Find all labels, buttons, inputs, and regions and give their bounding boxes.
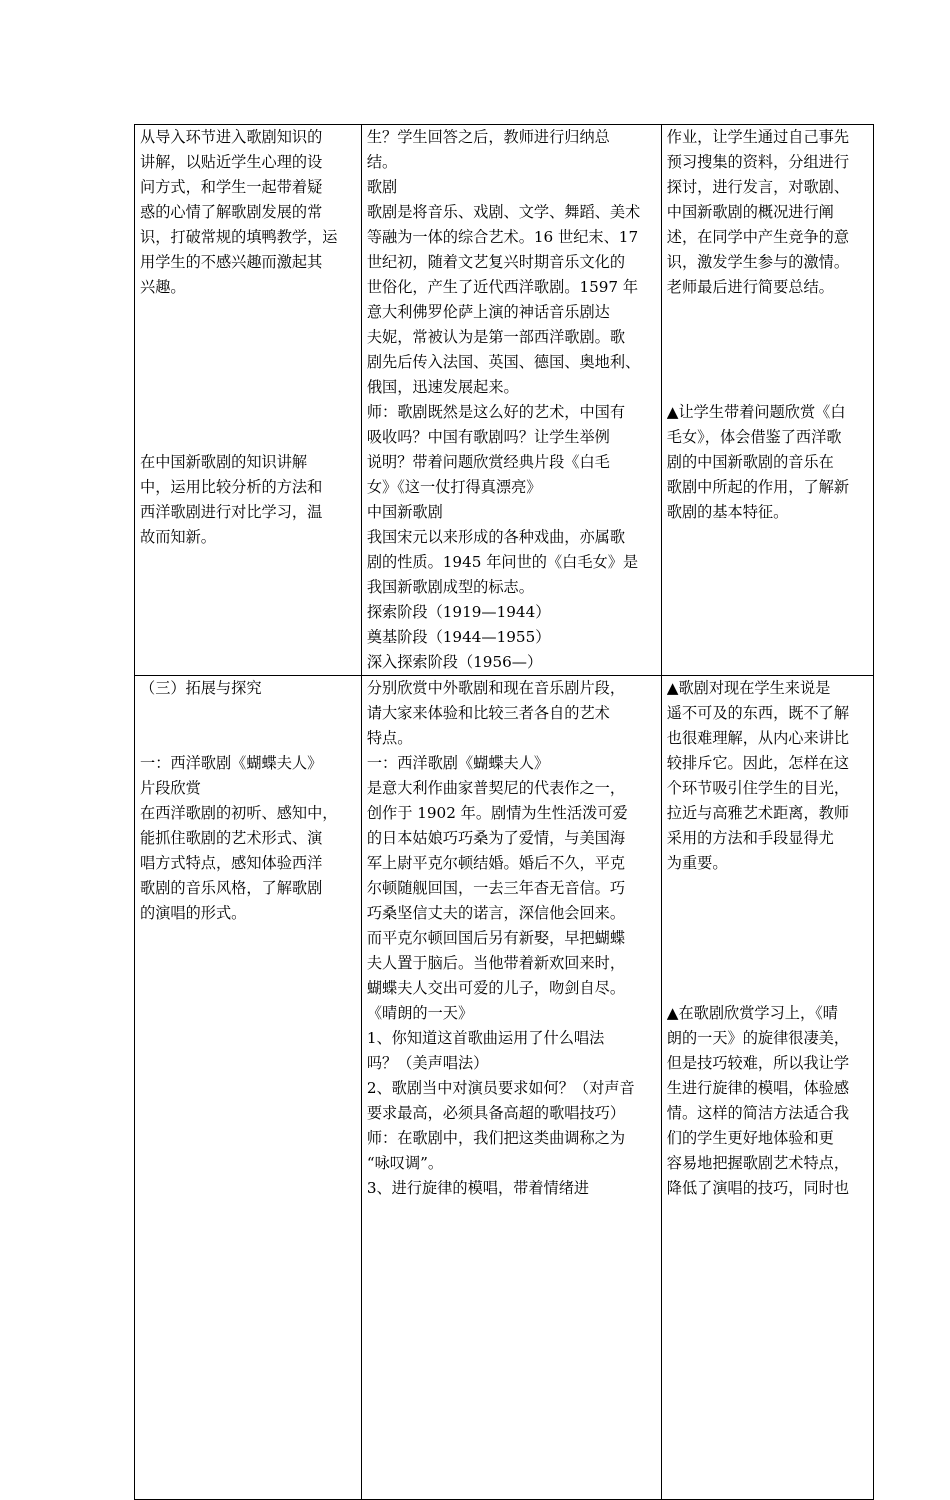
text-line: 个环节吸引住学生的目光， xyxy=(666,779,850,797)
text-line: 探索阶段（1919—1944） xyxy=(366,603,551,621)
text-line: 歌剧的音乐风格，了解歌剧 xyxy=(140,879,323,897)
text-line: 女》《这一仗打得真漂亮》 xyxy=(366,478,542,496)
text-line: 也很难理解，从内心来讲比 xyxy=(666,729,850,747)
text-line: 情。这样的简洁方法适合我 xyxy=(666,1104,850,1122)
teaching-process-cell xyxy=(361,676,661,1500)
text-line: 的演唱的形式。 xyxy=(140,904,247,922)
text-line: 巧桑坚信丈夫的诺言，深信他会回来。 xyxy=(366,904,625,922)
text-line: 要求最高，必须具备高超的歌唱技巧） xyxy=(366,1104,625,1122)
remark-block xyxy=(667,400,868,525)
text-line: ▲在歌剧欣赏学习上，《晴 xyxy=(666,1004,838,1022)
text-line: 故而知新。 xyxy=(140,528,216,546)
text-line: 但是技巧较难，所以我让学 xyxy=(666,1054,850,1072)
text-line: 西洋歌剧进行对比学习，温 xyxy=(140,503,323,521)
teaching-process-block xyxy=(367,125,656,675)
design-intent-cell xyxy=(135,125,362,676)
text-line: 歌剧是将音乐、戏剧、文学、舞蹈、美术 xyxy=(366,203,641,221)
text-line: 世纪初，随着文艺复兴时期音乐文化的 xyxy=(366,253,625,271)
remark-cell xyxy=(661,676,873,1500)
text-line: 容易地把握歌剧艺术特点， xyxy=(666,1154,850,1172)
text-line: 说明？带着问题欣赏经典片段《白毛 xyxy=(366,453,610,471)
text-line: 识，打破常规的填鸭教学，运 xyxy=(140,228,338,246)
text-line: 降低了演唱的技巧，同时也 xyxy=(666,1179,850,1197)
remark-block xyxy=(667,125,868,300)
text-line: 中国新歌剧的概况进行阐 xyxy=(666,203,834,221)
teaching-process-cell xyxy=(361,125,661,676)
section-heading xyxy=(140,676,356,701)
remark-cell xyxy=(661,125,873,676)
text-line: 分别欣赏中外歌剧和现在音乐剧片段， xyxy=(366,679,625,697)
text-line: 为重要。 xyxy=(666,854,728,872)
text-line: 师：在歌剧中，我们把这类曲调称之为 xyxy=(366,1129,625,1147)
text-line: 生？学生回答之后，教师进行归纳总 xyxy=(366,128,610,146)
text-line: 探讨，进行发言，对歌剧、 xyxy=(666,178,850,196)
text-line: 识，激发学生参与的激情。 xyxy=(666,253,850,271)
text-line: 用学生的不感兴趣而激起其 xyxy=(140,253,323,271)
text-line: 老师最后进行简要总结。 xyxy=(666,278,834,296)
text-line: 尔顿随舰回国，一去三年杳无音信。巧 xyxy=(366,879,625,897)
text-line: 作业，让学生通过自己事先 xyxy=(666,128,850,146)
text-line: 采用的方法和手段显得尤 xyxy=(666,829,834,847)
lesson-plan-table xyxy=(134,124,874,1500)
text-line: 3、进行旋律的模唱，带着情绪进 xyxy=(366,1179,590,1197)
text-line: 预习搜集的资料，分组进行 xyxy=(666,153,850,171)
text-line: 请大家来体验和比较三者各自的艺术 xyxy=(366,704,610,722)
text-line: 世俗化，产生了近代西洋歌剧。1597 年 xyxy=(366,278,639,296)
text-line: 剧的性质。1945 年问世的《白毛女》是 xyxy=(366,553,639,571)
text-line: 蝴蝶夫人交出可爱的儿子，吻剑自尽。 xyxy=(366,979,625,997)
text-line: 较排斥它。因此，怎样在这 xyxy=(666,754,850,772)
design-intent-block xyxy=(140,751,356,926)
text-line: 歌剧 xyxy=(366,178,398,196)
text-line: 中国新歌剧 xyxy=(366,503,443,521)
text-line: 剧先后传入法国、英国、德国、奥地利、 xyxy=(366,353,641,371)
text-line: 在西洋歌剧的初听、感知中， xyxy=(140,804,338,822)
text-line: 兴趣。 xyxy=(140,278,186,296)
text-line: 我国宋元以来形成的各种戏曲，亦属歌 xyxy=(366,528,625,546)
text-line: 吗？（美声唱法） xyxy=(366,1054,489,1072)
text-line: 遥不可及的东西，既不了解 xyxy=(666,704,850,722)
text-line: 的日本姑娘巧巧桑为了爱情，与美国海 xyxy=(366,829,625,847)
text-line: 一：西洋歌剧《蝴蝶夫人》 xyxy=(140,754,323,772)
text-line: 一：西洋歌剧《蝴蝶夫人》 xyxy=(366,754,550,772)
text-line: 创作于 1902 年。剧情为生性活泼可爱 xyxy=(366,804,628,822)
text-line: 片段欣赏 xyxy=(140,779,201,797)
design-intent-block xyxy=(140,450,356,550)
text-line: 夫妮，常被认为是第一部西洋歌剧。歌 xyxy=(366,328,625,346)
text-line: 深入探索阶段（1956—） xyxy=(366,653,543,671)
text-line: 从导入环节进入歌剧知识的 xyxy=(140,128,323,146)
text-line: 讲解，以贴近学生心理的设 xyxy=(140,153,323,171)
text-line: （三）拓展与探究 xyxy=(140,679,262,697)
text-line: 朗的一天》的旋律很凄美， xyxy=(666,1029,850,1047)
text-line: 师：歌剧既然是这么好的艺术，中国有 xyxy=(366,403,625,421)
text-line: 惑的心情了解歌剧发展的常 xyxy=(140,203,323,221)
table-row xyxy=(135,125,874,676)
text-line: 我国新歌剧成型的标志。 xyxy=(366,578,534,596)
text-line: 1、你知道这首歌曲运用了什么唱法 xyxy=(366,1029,605,1047)
text-line: 生进行旋律的模唱，体验感 xyxy=(666,1079,850,1097)
design-intent-cell xyxy=(135,676,362,1500)
text-line: 《晴朗的一天》 xyxy=(366,1004,474,1022)
text-line: 等融为一体的综合艺术。16 世纪末、17 xyxy=(366,228,639,246)
text-line: 夫人置于脑后。当他带着新欢回来时， xyxy=(366,954,625,972)
text-line: 毛女》，体会借鉴了西洋歌 xyxy=(666,428,842,446)
teaching-process-block xyxy=(367,676,656,1201)
text-line: 是意大利作曲家普契尼的代表作之一， xyxy=(366,779,625,797)
text-line: 述，在同学中产生竞争的意 xyxy=(666,228,850,246)
remark-block xyxy=(667,676,868,876)
text-line: ▲让学生带着问题欣赏《白 xyxy=(666,403,846,421)
text-line: 拉近与高雅艺术距离，教师 xyxy=(666,804,850,822)
design-intent-block xyxy=(140,125,356,300)
text-line: 中，运用比较分析的方法和 xyxy=(140,478,323,496)
text-line: 意大利佛罗伦萨上演的神话音乐剧达 xyxy=(366,303,610,321)
text-line: “咏叹调”。 xyxy=(366,1154,444,1172)
text-line: 能抓住歌剧的艺术形式、演 xyxy=(140,829,323,847)
text-line: 歌剧中所起的作用，了解新 xyxy=(666,478,850,496)
text-line: 唱方式特点，感知体验西洋 xyxy=(140,854,323,872)
text-line: 而平克尔顿回国后另有新娶，早把蝴蝶 xyxy=(366,929,625,947)
text-line: 特点。 xyxy=(366,729,413,747)
remark-block xyxy=(667,1001,868,1201)
text-line: 结。 xyxy=(366,153,398,171)
text-line: 们的学生更好地体验和更 xyxy=(666,1129,834,1147)
text-line: 俄国，迅速发展起来。 xyxy=(366,378,519,396)
text-line: 歌剧的基本特征。 xyxy=(666,503,789,521)
text-line: 2、歌剧当中对演员要求如何？（对声音 xyxy=(366,1079,635,1097)
text-line: 军上尉平克尔顿结婚。婚后不久，平克 xyxy=(366,854,625,872)
text-line: 在中国新歌剧的知识讲解 xyxy=(140,453,308,471)
text-line: 问方式，和学生一起带着疑 xyxy=(140,178,323,196)
text-line: 吸收吗？中国有歌剧吗？让学生举例 xyxy=(366,428,610,446)
text-line: ▲歌剧对现在学生来说是 xyxy=(666,679,831,697)
text-line: 剧的中国新歌剧的音乐在 xyxy=(666,453,834,471)
table-row xyxy=(135,676,874,1500)
text-line: 奠基阶段（1944—1955） xyxy=(366,628,551,646)
